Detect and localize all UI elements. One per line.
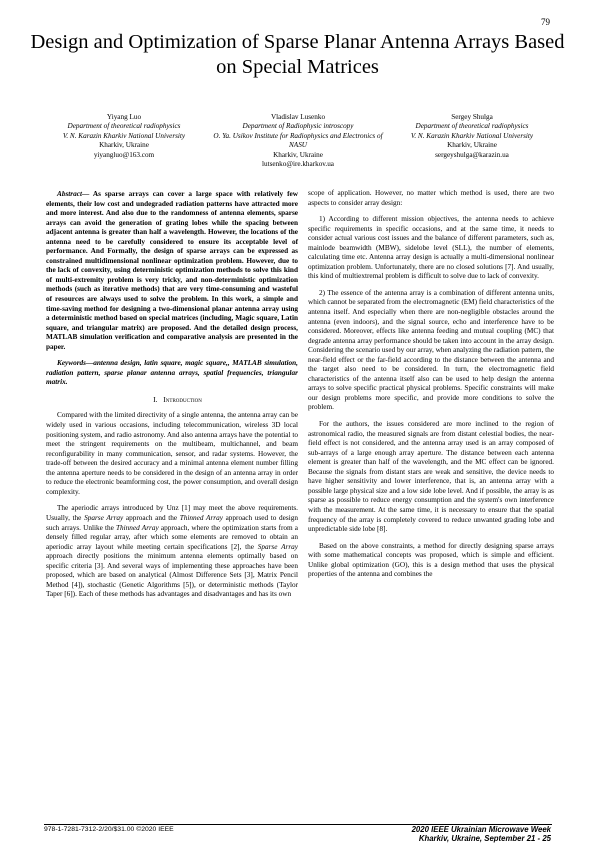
text-run: The aperiodic arrays introduced by Unz [1] may meet the above requirements. Usually, the (46, 504, 298, 522)
body-paragraph-aspect-2: 2) The essence of the antenna array is a combination of different antenna units, which cannot be separated from the electromagnetic (EM) field characteristics of the antenna itself. And especially when there are non-negligible obstacles around the antenna (even indoors), and the signal source, echo and interference have to be considered. Moreover, effects like antenna feeding and mutual coupling (MC) that degrade antenna array performance should be taken into account in the array design. Considering the scenario used by our array, when analyzing the radiation pattern, the near-field effect or the far-field according to the distance between the antenna and the target also need to be considered. In turn, the electromagnetic field characteristics of the antenna itself also can be used to help design the antenna arrays to solve specific practical physical problems. Specific constraints will make our design problems more specific, and provide more conditions to solve the problem. (308, 288, 554, 412)
author-email[interactable]: sergeyshulga@karazin.ua (435, 150, 509, 159)
body-paragraph-continuation: scope of application. However, no matter which method is used, there are two aspects to consider array design: (308, 189, 554, 207)
term-sparse-array: Sparse Array (257, 542, 298, 551)
right-column (308, 189, 554, 587)
abstract-label: Abstract (57, 190, 82, 198)
conference-location-date: Kharkiv, Ukraine, September 21 - 25 (418, 834, 551, 844)
author-email[interactable]: lutsenko@ire.kharkov.ua (261, 160, 335, 169)
author-1 (37, 113, 211, 169)
abstract (46, 190, 298, 352)
body-paragraph-authors-issues: For the authors, the issues considered are more inclined to the region of astronomical radio, the measured signals are from distant celestial bodies, the near-field effect is not considered, and the antenna array used is an array composed of sub-arrays of a large enough array aperture. The distance between each antenna element is greater than half of the wavelength, and the MC effect can be ignored. Because the signals from distant stars are weak and sensitive, the device needs to have higher sensitivity and lower interference, that is, an antenna array with a possible large physical size and a low side lobe level. And if possible, the array is as sparse as possible to reduce energy consumption and the system's own interference with the measurement. At the same time, it is necessary to ensure that the spatial frequency of the array is completely covered to reduce unwanted grading lobe and unpredictable side lobe [8]. (308, 420, 554, 534)
author-2 (211, 113, 385, 169)
author-organization: O. Ya. Usikov Institute for Radiophysics and Electronics of NASU (213, 131, 383, 150)
term-sparse-array: Sparse Array (84, 513, 124, 522)
author-block (37, 113, 559, 169)
author-email[interactable]: yiyangluo@163.com (93, 150, 155, 159)
footer-copyright: 978-1-7281-7312-2/20/$31.00 ©2020 IEEE (44, 826, 174, 833)
term-thinned-array: Thinned Array (179, 513, 223, 522)
author-city: Kharkiv, Ukraine (99, 141, 149, 150)
term-thinned-array: Thinned Array (116, 523, 159, 532)
body-paragraph-method: Based on the above constraints, a method for directly designing sparse arrays with some mathematical concepts was proposed, which is simple and efficient. Unlike global optimization (GO), this is a design method that uses the physical properties of the antenna and combines the (308, 541, 554, 579)
paper-title: Design and Optimization of Sparse Planar Antenna Arrays Based on Special Matrices (30, 31, 565, 78)
author-city: Kharkiv, Ukraine (273, 150, 323, 159)
text-run: approach, where the optimization starts from a densely filled regular array, after which some elements are removed to obtain an aperiodic array layout while meeting certain specifications [2], the (46, 523, 298, 551)
intro-paragraph-1: Compared with the limited directivity of a single antenna, the antenna array can be widely used in various occasions, including telecommunication, wireless 3D local positioning system, and radio astronomy. And also antenna arrays have the potential to meet the stringent requirements on the multibeam, multichannel, and beam reconfigurability in many communication, sensor, and radar systems. However, the trade-off between the desired accuracy and a minimal antenna element number filling the antenna aperture needs to be considered in the design of an antenna array in order to reduce the electronic beamforming cost, the power consumption, and overall design complexity. (46, 411, 298, 496)
footer-conference (412, 825, 551, 844)
left-column (46, 190, 298, 607)
keywords-text: —antenna design, latin square, magic square,, MATLAB simulation, radiation pattern, sparse planar antenna arrays, spatial frequencies, triangular matrix. (46, 359, 298, 387)
page-number: 79 (541, 17, 550, 27)
author-department: Department of Radiophysic introscopy (242, 122, 354, 131)
abstract-text: — As sparse arrays can cover a large space with relatively few elements, their low cost and undegraded radiation patterns have attracted more and more interest. And also due to the randomness of antenna elements, sparse arrays can avoid the generation of grating lobes while the spacing between adjacent antenna is greater than half a wavelength. However, the locations of the antenna need to be carefully considered to ensure its acceptable level of performance. And Formally, the design of sparse arrays can be expressed as constrained multidimensional nonlinear optimization problem. However, due to the lack of convexity, using deterministic optimization methods to solve this kind of multi-extremity problem is very tricky, and non-deterministic optimization methods (such as iterative methods) that are very time-consuming and wasteful of resources are always used to solve the problem. In this work, a simple and time-saving method for designing a two-dimensional planar antenna array using a deterministic method based on special matrices (including, Magic square, Latin square, and triangular matrix) are proposed. And the detailed design process, MATLAB simulation verification and comparative analysis are presented in the paper. (46, 190, 298, 351)
author-name: Yiyang Luo (106, 113, 142, 121)
author-city: Kharkiv, Ukraine (447, 141, 497, 150)
keywords-label: Keywords (57, 359, 86, 368)
author-3 (385, 113, 559, 169)
author-organization: V. N. Karazin Kharkiv National University (62, 131, 186, 140)
author-name: Sergey Shulga (451, 113, 493, 121)
intro-paragraph-2 (46, 504, 298, 599)
section-heading-introduction (46, 395, 298, 405)
section-number: I. (153, 394, 158, 404)
text-run: approach and the (123, 513, 180, 522)
keywords (46, 359, 298, 388)
author-organization: V. N. Karazin Kharkiv National University (410, 131, 534, 140)
body-paragraph-aspect-1: 1) According to different mission objectives, the antenna needs to achieve specific requirements in specific occasions, and at the same time, it needs to consider actual various cost issues and the balance of different parameters, such as, mainlode beamwidth (MBW), sidelobe level (SLL), the number of elements, calculating time etc. Antenna array design is actually a multi-dimensional nonlinear optimization problem. Unfortunately, there are no closed solutions [7]. And usually, this kind of multiextremal problem is difficult to solve due to lack of convexity. (308, 215, 554, 281)
text-run: approach used to design such arrays. Unlike the (46, 513, 298, 532)
section-title: Introduction (163, 394, 202, 404)
author-name: Vladislav Lusenko (270, 113, 326, 121)
author-department: Department of theoretical radiophysics (415, 122, 529, 131)
text-run: approach directly positions the minimum antenna elements optimally based on specific criteria [3]. And several ways of implementing these approaches have been proposed, which are based on analytical (Almost Difference Sets [3], Matrix Pencil Method [4]), stochastic (Genetic Algorithms [5]), or deterministic methods (Taylor Taper [6]). Each of these methods has advantages and disadvantages and has its own (46, 552, 298, 599)
author-department: Department of theoretical radiophysics (67, 122, 181, 131)
conference-name: 2020 IEEE Ukrainian Microwave Week (411, 825, 551, 834)
